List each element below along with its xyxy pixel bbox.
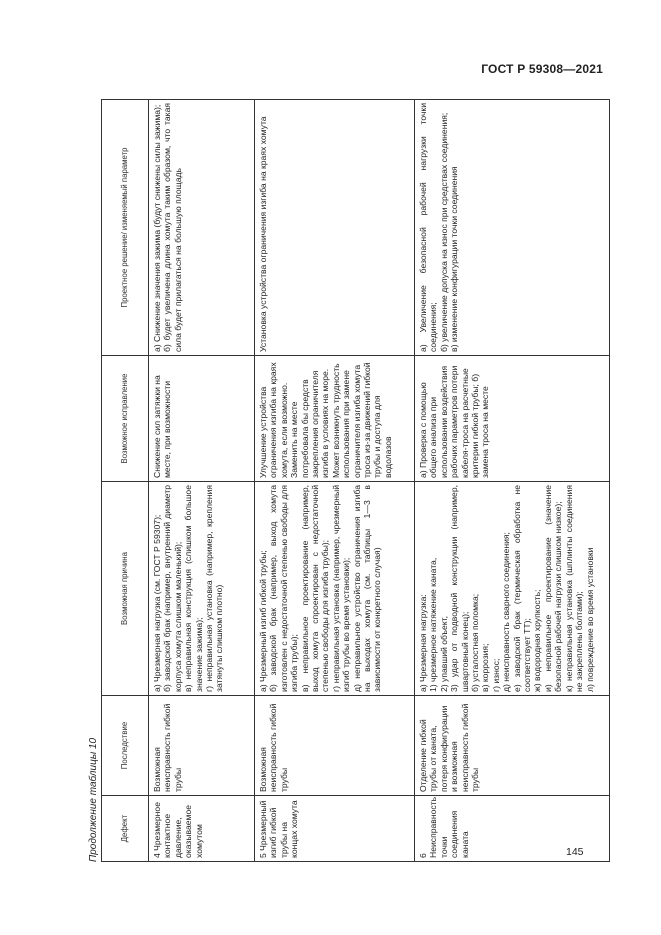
cause-item: г) неправильная установка (например, чрезмерный изгиб трубы во время установки); <box>330 485 352 692</box>
cause-item: г) неправильная установка (например, крепления затянуты слишком плотно) <box>204 485 225 692</box>
cause-item: е) заводской брак (термическая обработка не соответствует ТТ); <box>511 485 533 692</box>
cause-item: а) Чрезмерный изгиб гибкой трубы; <box>258 550 268 692</box>
table-header-row <box>102 100 149 862</box>
design-cell <box>255 100 415 356</box>
column-header-design: Проектное решение/ изменяемый параметр <box>102 100 149 356</box>
rotated-table-block <box>87 100 595 862</box>
defects-table <box>101 99 610 862</box>
design-item: Установка устройства ограничения изгиба на краях хомута <box>258 116 268 352</box>
design-item: б) будет увеличена длина хомута таким образом, что такая сила будет прилагаться на большую площадь <box>162 103 183 352</box>
cause-item: л) повреждение во время установки <box>584 547 595 692</box>
fix-cell: Улучшение устройства ограничения изгиба на краях хомута, если возможно. Заменить на месте потребовала бы средств закрепления ограничителя изгиба в условиях на море. Может возникнуть трудность использования при замене ограничителя изгиба хомута троса из-за движений гибкой трубы и доступа для водолазов <box>255 356 415 482</box>
cause-item: 3) удар от подводной конструкции (например, швартовный конец); <box>449 485 470 692</box>
cause-item: б) заводской брак (например, внутренний диаметр корпуса хомута слишком маленький); <box>162 485 183 692</box>
defect-cell: 6 Неисправность точки соединения каната <box>415 796 610 862</box>
cause-item: д) неисправность сварного соединения; <box>501 532 512 692</box>
cause-item: в) неправильное проектирование (например, выход хомута спроектирован с недостаточной степенью свободы для изгиба трубы); <box>299 485 331 692</box>
cause-item: а) Чрезмерная нагрузка (см. ГОСТ Р 59307); <box>152 514 162 692</box>
cause-cell <box>149 482 255 696</box>
page-number: 145 <box>566 846 584 858</box>
cause-item: 1) чрезмерное натяжение каната, <box>428 557 439 692</box>
fix-cell: а) Проверка с помощью общего анализа при использовании воздействия рабочих параметров потери кабеля-троса на расчетные критерии гибкой трубы; б) замена троса на месте <box>415 356 610 482</box>
cause-item: г) износ; <box>490 658 501 692</box>
table-row <box>415 100 610 862</box>
cause-item: б) заводской брак (например, выход хомута изготовлен с недостаточной степенью свободы для изгиба трубы); <box>268 485 300 692</box>
column-header-cause: Возможная причина <box>102 482 149 696</box>
cause-item: а) Чрезмерная нагрузка: <box>418 594 428 692</box>
cause-item: к) неправильная установка (шплинты соединения не закреплены болтами); <box>563 485 585 692</box>
cause-item: 2) упавший объект, <box>438 615 449 692</box>
column-header-fix: Возможное исправление <box>102 356 149 482</box>
design-item: а) Снижение значения зажима (будут снижены силы зажима); <box>152 104 162 352</box>
design-item: а) Увеличение безопасной рабочей нагрузки точки соединения; <box>418 103 439 352</box>
cause-cell <box>255 482 415 696</box>
cause-item: в) коррозия; <box>480 643 491 692</box>
fix-cell: Снижение сил затяжки на месте, при возможности <box>149 356 255 482</box>
design-cell <box>149 100 255 356</box>
cause-cell <box>415 482 610 696</box>
cause-item: в) неправильная конструкция (слишком большое значение зажима); <box>183 485 204 692</box>
consequence-cell: Возможная неисправность гибкой трубы <box>149 696 255 796</box>
document-header: ГОСТ Р 59308—2021 <box>481 62 603 76</box>
design-item: в) изменение конфигурации точки соединения <box>449 166 460 352</box>
design-item: б) увеличение допуска на износ при средствах соединения; <box>438 112 449 352</box>
column-header-defect: Дефект <box>102 796 149 862</box>
table-caption: Продолжение таблицы 10 <box>88 737 99 862</box>
consequence-cell: Отделение гибкой трубы от каната, потеря конфигурации и возможная неисправность гибкой трубы <box>415 696 610 796</box>
column-header-consequence: Последствие <box>102 696 149 796</box>
cause-item: и) неправильное проектирование (значение безопасной рабочей нагрузки слишком низкое); <box>542 485 564 692</box>
cause-item: д) неправильное устройство ограничения изгиба на выходах хомута (см. таблицы 1—3 в зависимости от конкретного случая) <box>351 485 383 692</box>
design-cell <box>415 100 610 356</box>
defect-cell: 4 Чрезмерное контактное давление, оказываемое хомутом <box>149 796 255 862</box>
cause-item: ж) водородная хрупкость; <box>532 589 543 692</box>
cause-item: б) усталостная поломка; <box>470 593 481 692</box>
table-row <box>255 100 415 862</box>
consequence-cell: Возможная неисправность гибкой трубы <box>255 696 415 796</box>
defect-cell: 5 Чрезмерный изгиб гибкой трубы на концах хомута <box>255 796 415 862</box>
table-row <box>149 100 255 862</box>
